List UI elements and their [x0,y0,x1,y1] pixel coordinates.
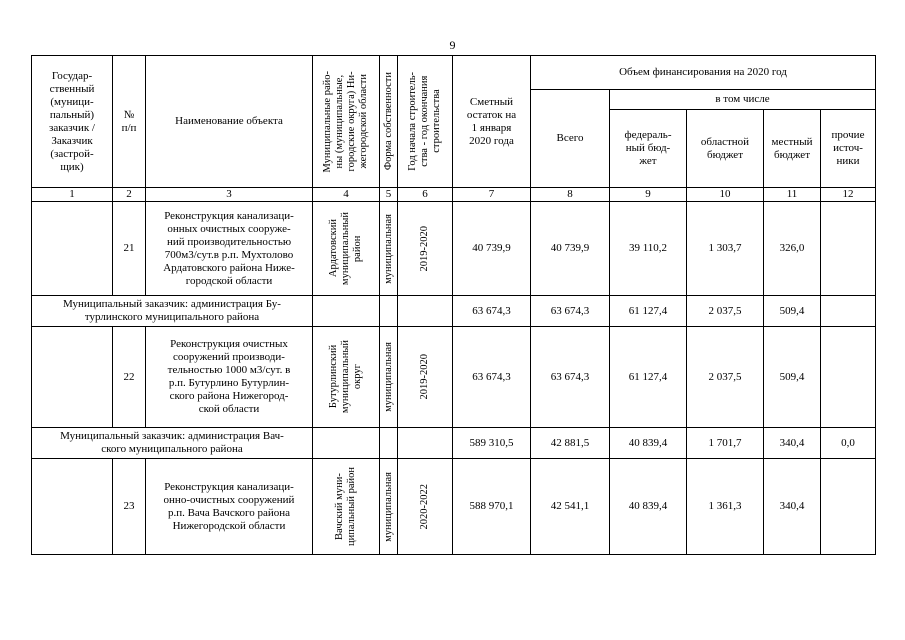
column-number: 9 [610,188,687,202]
years-text: 2019-2020 [419,354,430,400]
district-text: Вачский муни- ципальный район [334,467,357,546]
local-value: 326,0 [764,202,821,296]
header-years-text: Год начала строитель- ства - год окончания строительства [407,72,442,171]
row-num: 23 [113,459,146,555]
local-value: 340,4 [764,459,821,555]
customer-row [32,296,876,327]
other-value [821,327,876,428]
ownership-cell [380,459,398,555]
customer-name: Муниципальный заказчик: администрация Бу- турлинского муниципального района [32,296,313,327]
header-federal: федераль- ный бюд- жет [610,110,687,188]
years-text: 2019-2020 [419,225,430,272]
header-including: в том числе [610,90,876,110]
regional-value: 1 701,7 [687,428,764,459]
row-num: 21 [113,202,146,296]
ownership-text: муниципальная [382,342,394,412]
customer-row [32,428,876,459]
header-other: прочие источ- ники [821,110,876,188]
header-financing: Объем финансирования на 2020 год [531,56,876,90]
total-value: 42 881,5 [531,428,610,459]
balance-value: 589 310,5 [453,428,531,459]
header-object-name: Наименование объекта [146,56,313,188]
empty-cell [380,428,398,459]
ownership-cell [380,327,398,428]
total-value: 40 739,9 [531,202,610,296]
column-number: 11 [764,188,821,202]
federal-value: 40 839,4 [610,428,687,459]
column-number: 5 [380,188,398,202]
balance-value: 63 674,3 [453,296,531,327]
balance-value: 40 739,9 [453,202,531,296]
federal-value: 61 127,4 [610,296,687,327]
empty-cell [313,428,380,459]
table-row [32,202,876,296]
header-local: местный бюджет [764,110,821,188]
years-cell [398,327,453,428]
table-row [32,327,876,428]
federal-value: 40 839,4 [610,459,687,555]
total-value: 42 541,1 [531,459,610,555]
empty-cell [32,327,113,428]
column-number: 8 [531,188,610,202]
column-number: 2 [113,188,146,202]
ownership-cell [380,202,398,296]
other-value [821,202,876,296]
header-years [398,56,453,188]
district-text: Ардатовский муниципальный район [328,211,363,286]
column-number: 10 [687,188,764,202]
empty-cell [313,296,380,327]
regional-value: 1 361,3 [687,459,764,555]
district-cell [313,327,380,428]
column-number: 3 [146,188,313,202]
column-number: 1 [32,188,113,202]
district-cell [313,202,380,296]
balance-value: 588 970,1 [453,459,531,555]
regional-value: 1 303,7 [687,202,764,296]
local-value: 340,4 [764,428,821,459]
customer-name: Муниципальный заказчик: администрация Вач- ского муниципального района [32,428,313,459]
other-value: 0,0 [821,428,876,459]
other-value [821,296,876,327]
regional-value: 2 037,5 [687,296,764,327]
federal-value: 39 110,2 [610,202,687,296]
years-text: 2020-2022 [419,483,430,530]
total-value: 63 674,3 [531,296,610,327]
empty-cell [398,428,453,459]
header-districts-text: Муниципальные райо- ны (муниципальные, городские округа) Ни- жегородской области [322,70,369,173]
table-row [32,459,876,555]
header-ownership-text: Форма собственности [382,72,394,171]
other-value [821,459,876,555]
empty-cell [398,296,453,327]
header-districts [313,56,380,188]
years-cell [398,459,453,555]
row-num: 22 [113,327,146,428]
local-value: 509,4 [764,296,821,327]
header-customer: Государ- ственный (муници- пальный) заказчик / Заказчик (застрой- щик) [32,56,113,188]
column-number: 6 [398,188,453,202]
header-num: № п/п [113,56,146,188]
object-name: Реконструкция канализаци- онно-очистных сооружений р.п. Вача Вачского района Нижегородской области [146,459,313,555]
local-value: 509,4 [764,327,821,428]
empty-cell [380,296,398,327]
total-value: 63 674,3 [531,327,610,428]
page-number: 9 [449,38,456,52]
years-cell [398,202,453,296]
empty-cell [32,459,113,555]
column-number: 12 [821,188,876,202]
ownership-text: муниципальная [382,213,394,284]
header-ownership [380,56,398,188]
regional-value: 2 037,5 [687,327,764,428]
balance-value: 63 674,3 [453,327,531,428]
empty-cell [32,202,113,296]
header-total: Всего [531,90,610,188]
object-name: Реконструкция канализаци- онных очистных сооруже- ний производительностью 700м3/сут.в р.п. Мухтолово Ардатовского района Ниже- городской области [146,202,313,296]
district-cell [313,459,380,555]
header-balance: Сметный остаток на 1 января 2020 года [453,56,531,188]
federal-value: 61 127,4 [610,327,687,428]
column-number: 4 [313,188,380,202]
district-text: Бутурлинский муниципальный округ [328,340,363,414]
object-name: Реконструкция очистных сооружений производи- тельностью 1000 м3/сут. в р.п. Бутурлино Бутурлин- ского района Нижегород- ской области [146,327,313,428]
financing-table [31,55,876,555]
column-numbers-row [32,188,876,202]
column-number: 7 [453,188,531,202]
ownership-text: муниципальная [382,471,394,542]
header-regional: областной бюджет [687,110,764,188]
